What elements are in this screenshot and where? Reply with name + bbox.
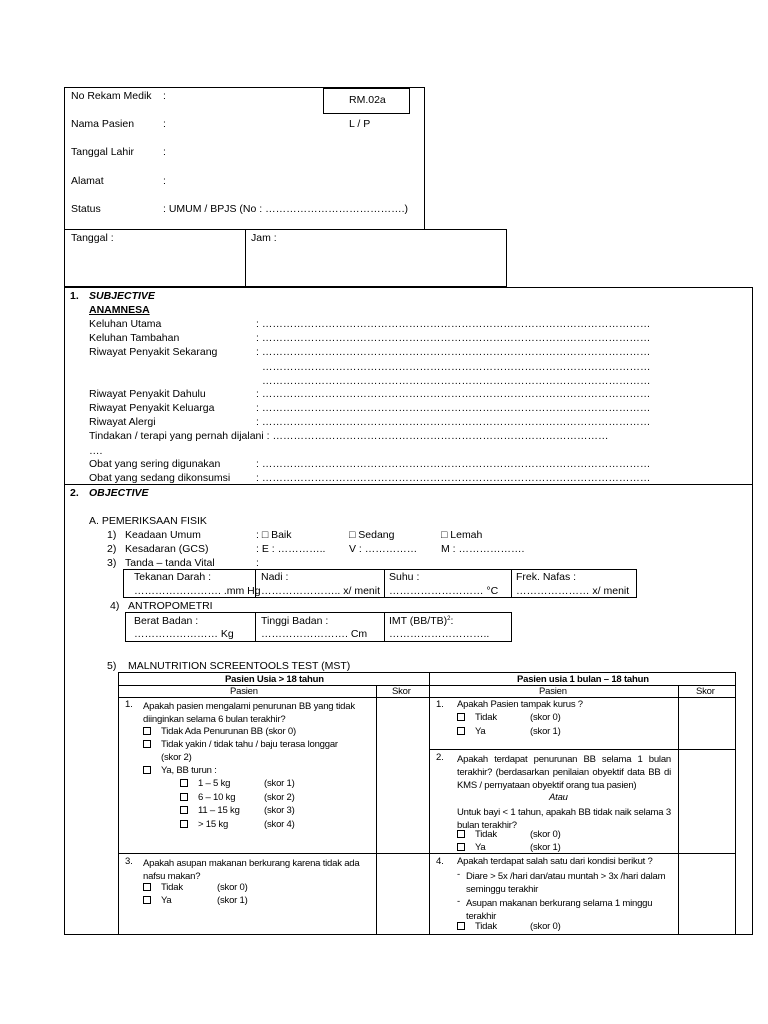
keluhan-utama-label: Keluhan Utama [89,318,162,330]
lq1-sub-1-score: (skor 1) [264,778,295,789]
mst-col-skor-right: Skor [696,686,715,697]
lq3-num: 3. [125,856,133,867]
alergi-label: Riwayat Alergi [89,416,156,428]
rpk-label: Riwayat Penyakit Keluarga [89,402,215,414]
checkbox[interactable] [457,727,465,735]
lq1-sub-3[interactable] [180,806,240,816]
imt-label [389,616,453,627]
rq4-opt-1-text: Tidak [475,921,497,932]
rq1-opt-1[interactable] [457,713,497,723]
rq1-opt-2[interactable] [457,727,486,737]
gender-field[interactable]: L / P [349,118,371,130]
lq1-opt-c-text: Ya, BB turun : [161,765,217,776]
visit-divider [245,229,246,287]
suhu-label: Suhu : [389,571,420,583]
rq1-opt-1-text: Tidak [475,712,497,723]
gcs-m-field[interactable]: M : ………………. [441,543,525,555]
bb-field[interactable]: …………………… Kg [134,628,234,640]
nadi-label: Nadi : [261,571,289,583]
checkbox[interactable] [143,883,151,891]
rq2-opt-1-text: Tidak [475,829,497,840]
rq4-text: Apakah terdapat salah satu dari kondisi berikut ? [457,856,653,867]
rpd-field[interactable]: : ………………………………………………………………………………………………… [256,388,651,400]
lq1-sub-3-range: 11 – 15 kg [198,805,240,816]
rq4-opt-1-score: (skor 0) [530,921,561,932]
anamnesa-title: ANAMNESA [89,304,150,316]
bb-label: Berat Badan : [134,615,199,627]
td-field[interactable]: ……………………. .mm Hg [134,585,261,597]
field-label-status: Status [71,203,101,215]
nafas-label: Frek. Nafas : [516,571,577,583]
rq4-num: 4. [436,856,444,867]
gcs-v-field[interactable]: V : …………… [349,543,418,555]
obat-sedang-field[interactable]: : ………………………………………………………………………………………………… [256,472,651,484]
vitals-divider [511,569,512,598]
anthro-divider [384,612,385,642]
obat-sering-label: Obat yang sering digunakan [89,458,221,470]
obat-sering-field[interactable]: : ………………………………………………………………………………………………… [256,458,651,470]
keadaan-label: Keadaan Umum [125,529,201,541]
keadaan-opt-sedang[interactable]: □ Sedang [349,529,395,541]
antro-label: ANTROPOMETRI [128,600,213,612]
rq2-text2: Untuk bayi < 1 tahun, apakah BB tidak naik selama 3 bulan terakhir? [457,807,671,831]
mst-col-skor-left: Skor [392,686,411,697]
rq2-atau: Atau [549,792,568,803]
form-code: RM.02a [349,94,386,106]
lq3-text: Apakah asupan makanan berkurang karena tidak ada nafsu makan? [143,858,360,882]
tindakan-field-cont: …. [89,445,103,457]
mst-col-line [429,672,430,935]
mst-col-line [376,685,377,935]
lq1-opt-c[interactable] [143,766,217,776]
tindakan-field[interactable]: Tindakan / terapi yang pernah dijalani : …………………………………………………………………………………… [89,430,609,442]
keadaan-opt-baik[interactable]: : □ Baik [256,529,292,541]
keluhan-utama-field[interactable]: : ………………………………………………………………………………………………… [256,318,651,330]
lq1-opt-b2: (skor 2) [161,752,192,763]
mst-row-line [429,853,736,854]
lq3-opt-1-text: Tidak [161,882,183,893]
nafas-field[interactable]: ………………… x/ menit [516,585,630,597]
lq1-opt-a-text: Tidak Ada Penurunan BB (skor 0) [161,726,296,737]
field-value-tgl-lahir[interactable]: : [163,146,166,158]
field-label-no-rm: No Rekam Medik [71,90,152,102]
mst-group-child: Pasien usia 1 bulan – 18 tahun [517,674,649,685]
antro-num: 4) [110,600,120,612]
rq1-num: 1. [436,699,444,710]
obat-sedang-label: Obat yang sedang dikonsumsi [89,472,231,484]
checkbox[interactable] [143,727,151,735]
visit-date-label[interactable]: Tanggal : [71,232,114,244]
mst-row-line [429,749,736,750]
vitals-divider [384,569,385,598]
keadaan-num: 1) [107,529,117,541]
rps-field[interactable]: : ………………………………………………………………………………………………… [256,346,651,358]
lq1-opt-b-text: Tidak yakin / tidak tahu / baju terasa longgar [161,739,338,750]
lq1-opt-b[interactable] [143,740,338,750]
mst-row-line [118,697,736,698]
keluhan-tambahan-label: Keluhan Tambahan [89,332,180,344]
checkbox[interactable] [180,820,188,828]
imt-superscript: 2 [447,616,451,622]
rq2-opt-1[interactable] [457,830,497,840]
rq2-text: Apakah terdapat penurunan BB selama 1 bulan terakhir? (berdasarkan penilaian obyektif data BB di KMS / pernyataan obyektif orang tua pasien) [457,754,671,791]
field-label-alamat: Alamat [71,175,104,187]
lq3-opt-1[interactable] [143,883,183,893]
objective-number: 2. [70,487,79,499]
rq2-opt-2[interactable] [457,843,486,853]
lq3-opt-2-score: (skor 1) [217,895,248,906]
field-value-alamat[interactable]: : [163,175,166,187]
rq4-opt-1[interactable] [457,922,497,932]
ttv-colon: : [256,557,259,569]
imt-label-text: IMT (BB/TB) [389,615,448,627]
gcs-e-field[interactable]: : E : ………….. [256,543,326,555]
rps-label: Riwayat Penyakit Sekarang [89,346,218,358]
mst-col-pasien-left: Pasien [230,686,258,697]
anthro-divider [255,612,256,642]
lq1-sub-1[interactable] [180,779,230,789]
checkbox[interactable] [457,922,465,930]
field-value-nama[interactable]: : [163,118,166,130]
td-label: Tekanan Darah : [134,571,212,583]
field-value-status[interactable]: : UMUM / BPJS (No : ………………………………….) [163,203,409,215]
section-divider [64,484,753,485]
checkbox[interactable] [457,713,465,721]
rq1-text: Apakah Pasien tampak kurus ? [457,699,583,710]
field-label-nama: Nama Pasien [71,118,135,130]
ttv-num: 3) [107,557,117,569]
checkbox[interactable] [180,806,188,814]
rq4-bullet-2: Asupan makanan berkurang selama 1 minggu terakhir [466,898,653,922]
subjective-title: SUBJECTIVE [89,290,155,302]
lq1-sub-4[interactable] [180,820,228,830]
checkbox[interactable] [143,766,151,774]
keadaan-opt-lemah[interactable]: □ Lemah [441,529,483,541]
checkbox[interactable] [180,793,188,801]
mst-col-pasien-right: Pasien [539,686,567,697]
rpd-label: Riwayat Penyakit Dahulu [89,388,206,400]
checkbox[interactable] [143,896,151,904]
nadi-field[interactable]: ………………….. x/ menit [261,585,381,597]
rq2-opt-2-text: Ya [475,842,486,853]
checkbox[interactable] [180,779,188,787]
visit-box [64,229,507,287]
checkbox[interactable] [457,843,465,851]
lq3-opt-2[interactable] [143,896,172,906]
lq1-sub-2-score: (skor 2) [264,792,295,803]
rq1-opt-2-text: Ya [475,726,486,737]
suhu-field[interactable]: ……………………… °C [389,585,499,597]
rq4-bullet-2-dash: - [457,896,460,907]
kesadaran-label: Kesadaran (GCS) [125,543,209,555]
rq2-num: 2. [436,752,444,763]
tb-field[interactable]: ……………………. Cm [261,628,368,640]
imt-label-colon: : [450,615,454,627]
rq4-bullet-1-dash: - [457,869,460,880]
lq3-opt-1-score: (skor 0) [217,882,248,893]
mst-num: 5) [107,660,117,672]
rps-field-line3[interactable]: ………………………………………………………………………………………………… [262,375,651,387]
mst-row-line [118,853,429,854]
subjective-number: 1. [70,290,79,302]
kesadaran-num: 2) [107,543,117,555]
imt-field[interactable]: ……………………….. [389,628,490,640]
tb-label: Tinggi Badan : [261,615,329,627]
mst-title: MALNUTRITION SCREENTOOLS TEST (MST) [128,660,351,672]
lq1-sub-4-score: (skor 4) [264,819,295,830]
lq1-sub-2-range: 6 – 10 kg [198,792,236,803]
checkbox[interactable] [143,740,151,748]
lq1-sub-4-range: > 15 kg [198,819,229,830]
rq1-opt-1-score: (skor 0) [530,712,561,723]
lq1-sub-2[interactable] [180,793,235,803]
mst-group-adult: Pasien Usia > 18 tahun [225,674,324,685]
objective-title: OBJECTIVE [89,487,149,499]
pemeriksaan-fisik-title: A. PEMERIKSAAN FISIK [89,515,207,527]
lq1-opt-a[interactable] [143,727,296,737]
rq2-opt-1-score: (skor 0) [530,829,561,840]
ttv-label: Tanda – tanda Vital [125,557,215,569]
field-label-tgl-lahir: Tanggal Lahir [71,146,135,158]
visit-time-label[interactable]: Jam : [251,232,277,244]
lq1-num: 1. [125,699,133,710]
keluhan-tambahan-field[interactable]: : ………………………………………………………………………………………………… [256,332,651,344]
lq1-sub-3-score: (skor 3) [264,805,295,816]
lq1-text: Apakah pasien mengalami penurunan BB yang tidak diinginkan selama 6 bulan terakhir? [143,701,355,725]
rpk-field[interactable]: : ………………………………………………………………………………………………… [256,402,651,414]
mst-col-line [678,685,679,935]
rps-field-line2[interactable]: ………………………………………………………………………………………………… [262,361,651,373]
rq2-opt-2-score: (skor 1) [530,842,561,853]
checkbox[interactable] [457,830,465,838]
alergi-field[interactable]: : ………………………………………………………………………………………………… [256,416,651,428]
rq4-bullet-1: Diare > 5x /hari dan/atau muntah > 3x /hari dalam seminggu terakhir [466,871,666,895]
field-value-no-rm[interactable]: : [163,90,166,102]
mst-row-line [118,685,736,686]
lq1-sub-1-range: 1 – 5 kg [198,778,231,789]
lq3-opt-2-text: Ya [161,895,172,906]
rq1-opt-2-score: (skor 1) [530,726,561,737]
